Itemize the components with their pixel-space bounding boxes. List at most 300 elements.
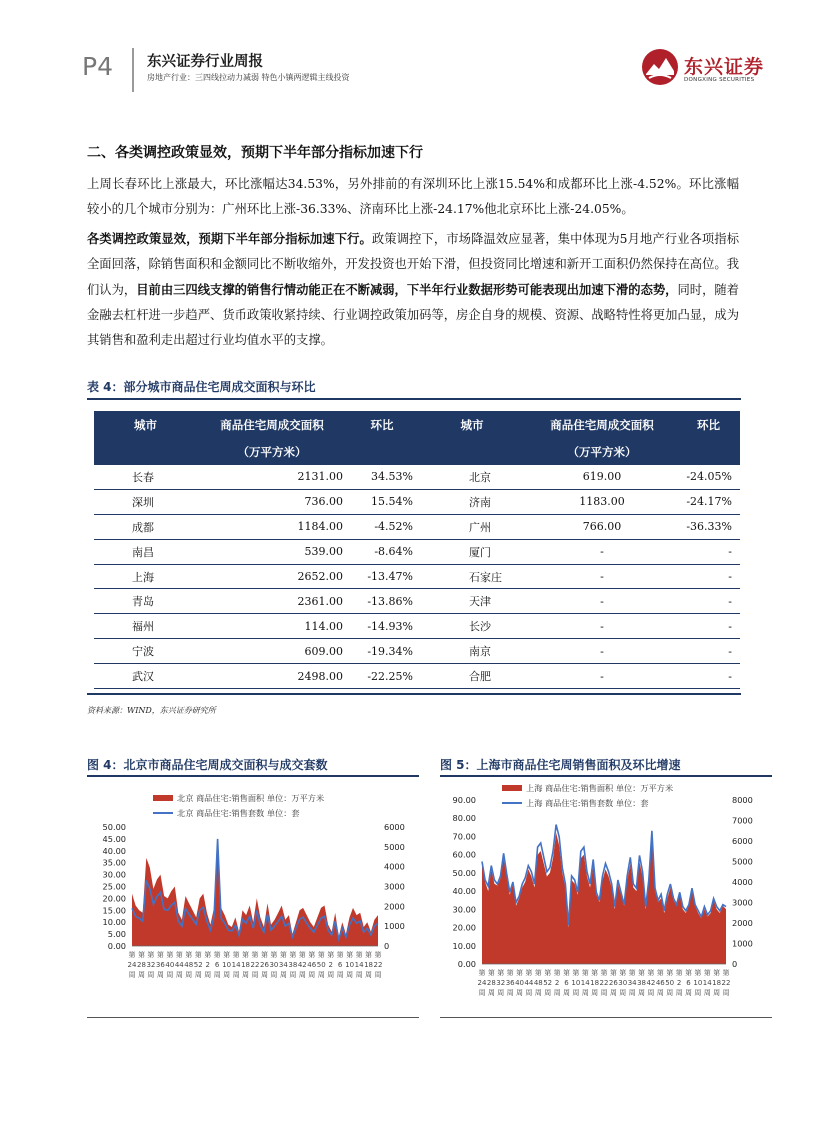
logo-english-name: DONGXING SECURITIES [684,77,755,83]
x-tick-label: 14 [354,961,364,969]
x-tick-prefix: 第 [516,969,524,977]
x-tick-prefix: 第 [694,969,702,977]
city-cell: 广州 [417,514,527,539]
area-cell: - [527,614,677,639]
y-left-tick-label: 10.00 [452,940,476,951]
logo-mark-icon [642,49,678,85]
x-tick-prefix: 第 [562,969,570,977]
table-caption: 表 4：部分城市商品住宅周成交面积与环比 [87,380,316,394]
header-city: 城市 [94,411,197,438]
x-tick-prefix: 第 [128,951,136,959]
area-cell: 1183.00 [527,489,677,514]
area-cell: 539.00 [197,539,347,564]
y-right-tick-label: 2000 [384,901,405,912]
y-left-tick-label: 40.00 [102,845,126,856]
x-tick-prefix: 第 [647,969,655,977]
paragraph-2-text-a: 政策调控下，市场降温效应显著，集中体现为5月地产行业各项指标全面回落，除销售面积和金额同比不断收缩外，开发投资也开始下滑，但投资同比增速和新开工面积仍然保持在高位。我们认为， [87,232,739,297]
logo-name: 东兴证券 [684,56,765,78]
y-right-tick-label: 1000 [732,938,753,949]
x-tick-label: 22 [250,961,260,969]
table-row [94,465,740,489]
change-cell: -36.33% [677,514,740,539]
x-tick-label: 50 [316,961,326,969]
x-tick-prefix: 第 [336,951,344,959]
area-cell: 766.00 [527,514,677,539]
x-tick-prefix: 第 [185,951,193,959]
x-tick-suffix: 周 [497,989,505,997]
change-cell: 15.54% [347,489,417,514]
city-cell: 北京 [417,465,527,489]
legend-line-label: 上海 商品住宅:销售套数 单位：套 [526,798,649,808]
city-cell: 宁波 [94,639,197,664]
x-tick-suffix: 周 [684,989,692,997]
x-tick-prefix: 第 [506,969,514,977]
x-tick-prefix: 第 [298,951,306,959]
x-tick-label: 46 [307,961,317,969]
table-row [94,664,740,689]
x-tick-suffix: 周 [628,989,636,997]
x-tick-suffix: 周 [327,971,335,979]
x-tick-suffix: 周 [525,989,533,997]
x-tick-prefix: 第 [223,951,231,959]
x-tick-prefix: 第 [638,969,646,977]
x-tick-label: 30 [269,961,279,969]
x-tick-prefix: 第 [478,969,486,977]
x-tick-suffix: 周 [562,989,570,997]
x-tick-suffix: 周 [194,971,202,979]
x-tick-suffix: 周 [232,971,240,979]
x-tick-suffix: 周 [308,971,316,979]
y-right-tick-label: 5000 [732,856,753,867]
x-tick-label: 36 [505,979,515,987]
x-tick-suffix: 周 [137,971,145,979]
x-tick-prefix: 第 [487,969,495,977]
x-tick-label: 48 [184,961,194,969]
y-right-tick-label: 6000 [384,822,405,832]
area-cell: - [527,639,677,664]
x-tick-prefix: 第 [684,969,692,977]
legend-area-label: 上海 商品住宅:销售面积 单位：万平方米 [526,783,674,793]
x-tick-suffix: 周 [355,971,363,979]
figure-5-bottom-rule [440,1017,772,1018]
table-row [94,489,740,514]
area-cell: 2131.00 [197,465,347,489]
legend-line-label: 北京 商品住宅:销售套数 单位：套 [177,808,300,818]
city-cell: 青岛 [94,589,197,614]
y-right-tick-label: 8000 [732,795,753,805]
change-cell: -8.64% [347,539,417,564]
x-tick-prefix: 第 [194,951,202,959]
x-tick-suffix: 周 [713,989,721,997]
table-row [94,589,740,614]
x-tick-label: 44 [174,961,184,969]
x-tick-prefix: 第 [289,951,297,959]
x-tick-label: 2 [554,979,560,987]
city-cell: 长沙 [417,614,527,639]
x-tick-suffix: 周 [656,989,664,997]
x-tick-label: 6 [214,961,220,969]
table-source-note: 资料来源：WIND，东兴证券研究所 [87,706,216,715]
y-right-tick-label: 2000 [732,918,753,928]
x-tick-label: 10 [693,979,703,987]
x-tick-label: 26 [608,979,618,987]
x-tick-label: 38 [637,979,646,987]
x-tick-suffix: 周 [128,971,136,979]
x-tick-prefix: 第 [572,969,580,977]
x-tick-label: 34 [278,961,288,969]
x-tick-suffix: 周 [242,971,250,979]
change-cell: -14.93% [347,614,417,639]
x-tick-suffix: 周 [703,989,711,997]
x-tick-prefix: 第 [591,969,599,977]
x-tick-suffix: 周 [346,971,354,979]
x-tick-prefix: 第 [175,951,183,959]
x-tick-suffix: 周 [156,971,164,979]
x-tick-prefix: 第 [346,951,354,959]
legend-area-swatch [502,785,522,791]
legend-area-label: 北京 商品住宅:销售面积 单位：万平方米 [177,793,325,803]
x-tick-label: 26 [260,961,269,969]
y-left-tick-label: 25.00 [102,881,126,892]
x-tick-prefix: 第 [327,951,335,959]
x-tick-label: 42 [646,979,656,987]
x-tick-label: 36 [155,961,165,969]
x-tick-prefix: 第 [308,951,316,959]
x-tick-label: 50 [665,979,675,987]
header-unit: （万平方米） [197,438,347,465]
x-tick-label: 24 [477,979,487,987]
legend-area-swatch [153,795,173,801]
y-right-tick-label: 4000 [384,861,405,872]
y-left-tick-label: 20.00 [102,893,126,904]
y-left-tick-label: 50.00 [452,867,476,878]
change-cell: - [677,564,740,589]
city-cell: 石家庄 [417,564,527,589]
x-tick-suffix: 周 [600,989,608,997]
table-row [94,639,740,664]
table-unit-row [94,438,740,465]
table-row [94,539,740,564]
city-cell: 济南 [417,489,527,514]
x-tick-suffix: 周 [175,971,183,979]
x-tick-prefix: 第 [525,969,533,977]
city-cell: 合肥 [417,664,527,689]
paragraph-1: 上周长春环比上涨最大，环比涨幅达34.53%，另外排前的有深圳环比上涨15.54%和成都环比上涨-4.52%。环比涨幅较小的几个城市分别为：广州环比上涨-36.33%、济南环比上涨-24.17%他北京环比上涨-24.05%。 [87,177,739,216]
y-left-tick-label: 45.00 [102,833,126,844]
x-tick-label: 18 [364,961,373,969]
area-cell: 114.00 [197,614,347,639]
x-tick-suffix: 周 [270,971,278,979]
x-tick-label: 28 [486,979,496,987]
x-tick-suffix: 周 [609,989,617,997]
city-cell: 天津 [417,589,527,614]
city-cell: 福州 [94,614,197,639]
change-cell: -24.17% [677,489,740,514]
x-tick-label: 18 [241,961,250,969]
x-tick-prefix: 第 [722,969,730,977]
x-tick-prefix: 第 [213,951,221,959]
x-tick-prefix: 第 [675,969,683,977]
y-left-tick-label: 5.00 [107,929,126,940]
y-right-tick-label: 7000 [732,815,753,826]
x-tick-prefix: 第 [544,969,552,977]
x-tick-label: 22 [599,979,609,987]
paragraph-2-bold-conclusion: 目前由三四线支撑的销售行情动能正在不断减弱，下半年行业数据形势可能表现出加速下滑的态势， [136,282,678,297]
x-tick-suffix: 周 [204,971,212,979]
x-tick-prefix: 第 [242,951,250,959]
x-tick-suffix: 周 [619,989,627,997]
x-tick-prefix: 第 [703,969,711,977]
table-top-rule [87,398,741,400]
x-tick-prefix: 第 [166,951,174,959]
figure-5-top-rule [440,775,772,777]
y-right-tick-label: 0 [384,941,390,951]
x-tick-suffix: 周 [251,971,259,979]
x-tick-prefix: 第 [609,969,617,977]
header-area-2: 商品住宅周成交面积 [527,411,677,438]
area-cell: - [527,589,677,614]
paragraph-2-text-b: 同时，随着金融去杠杆进一步趋严、货币政策收紧持续、行业调控政策加码等，房企自身的规模、资源、战略特性将更加凸显，成为其销售和盈利走出超过行业均值水平的支撑。 [87,283,739,347]
x-tick-prefix: 第 [232,951,240,959]
x-tick-suffix: 周 [553,989,561,997]
x-tick-label: 44 [524,979,534,987]
y-right-tick-label: 3000 [384,881,405,892]
x-tick-suffix: 周 [166,971,174,979]
x-tick-prefix: 第 [279,951,287,959]
change-cell: -13.47% [347,564,417,589]
x-tick-prefix: 第 [497,969,505,977]
x-tick-label: 34 [627,979,637,987]
x-tick-label: 2 [205,961,210,969]
header-change: 环比 [347,411,417,438]
x-tick-label: 38 [288,961,298,969]
x-tick-label: 6 [337,961,343,969]
x-tick-suffix: 周 [185,971,193,979]
header-divider [132,48,134,92]
x-tick-label: 10 [222,961,232,969]
area-cell: 1184.00 [197,514,347,539]
y-left-tick-label: 15.00 [102,905,126,916]
x-tick-label: 52 [193,961,203,969]
x-tick-label: 32 [146,961,156,969]
city-cell: 武汉 [94,664,197,689]
city-cell: 南京 [417,639,527,664]
x-tick-prefix: 第 [147,951,155,959]
change-cell: -22.25% [347,664,417,689]
x-tick-prefix: 第 [619,969,627,977]
page-number: P4 [82,52,113,81]
y-left-tick-label: 50.00 [102,822,126,832]
y-left-tick-label: 40.00 [452,886,476,897]
x-tick-suffix: 周 [506,989,514,997]
x-tick-label: 6 [564,979,569,987]
city-cell: 上海 [94,564,197,589]
x-tick-label: 18 [590,979,600,987]
change-cell: -19.34% [347,639,417,664]
x-tick-prefix: 第 [156,951,164,959]
x-tick-label: 30 [618,979,628,987]
x-tick-suffix: 周 [365,971,373,979]
header-change-2: 环比 [677,411,740,438]
x-tick-prefix: 第 [666,969,674,977]
x-tick-prefix: 第 [137,951,145,959]
change-cell: 34.53% [347,465,417,489]
y-right-tick-label: 1000 [384,921,405,932]
area-cell: 736.00 [197,489,347,514]
figure-5-caption: 图 5：上海市商品住宅周销售面积及环比增速 [440,758,681,772]
x-tick-label: 42 [297,961,307,969]
x-tick-label: 40 [165,961,175,969]
x-tick-suffix: 周 [260,971,268,979]
x-tick-label: 48 [533,979,543,987]
area-cell: 2498.00 [197,664,347,689]
y-left-tick-label: 30.00 [452,904,476,915]
x-tick-suffix: 周 [722,989,730,997]
area-cell: - [527,539,677,564]
x-tick-label: 14 [231,961,241,969]
y-left-tick-label: 80.00 [452,813,476,824]
x-tick-suffix: 周 [298,971,306,979]
city-cell: 长春 [94,465,197,489]
area-cell: 619.00 [527,465,677,489]
x-tick-prefix: 第 [656,969,664,977]
area-cell: 2652.00 [197,564,347,589]
x-tick-label: 2 [328,961,333,969]
x-tick-prefix: 第 [251,951,259,959]
x-tick-prefix: 第 [270,951,278,959]
x-tick-suffix: 周 [279,971,287,979]
x-tick-prefix: 第 [365,951,373,959]
x-tick-label: 22 [373,961,383,969]
x-tick-suffix: 周 [317,971,325,979]
y-left-tick-label: 10.00 [102,917,126,928]
x-tick-prefix: 第 [581,969,589,977]
change-cell: - [677,589,740,614]
table-row [94,514,740,539]
figure-4-bottom-rule [87,1017,419,1018]
y-left-tick-label: 0.00 [107,941,126,951]
paragraph-2-bold-lead: 各类调控政策显效，预期下半年部分指标加速下行。 [87,231,372,246]
x-tick-label: 10 [345,961,355,969]
x-tick-suffix: 周 [516,989,524,997]
change-cell: - [677,664,740,689]
figure-4-caption: 图 4：北京市商品住宅周成交面积与成交套数 [87,758,328,772]
x-tick-label: 22 [721,979,731,987]
x-tick-label: 24 [127,961,137,969]
x-tick-suffix: 周 [223,971,231,979]
section-heading: 二、各类调控政策显效，预期下半年部分指标加速下行 [87,145,423,161]
x-tick-suffix: 周 [666,989,674,997]
report-title: 东兴证券行业周报 [147,54,263,70]
x-tick-label: 14 [702,979,712,987]
y-right-tick-label: 0 [732,959,738,969]
x-tick-prefix: 第 [317,951,325,959]
area-cell: 2361.00 [197,589,347,614]
y-left-tick-label: 35.00 [102,857,126,868]
table-header-row [94,411,740,438]
header-unit-2: （万平方米） [527,438,677,465]
change-cell: - [677,639,740,664]
x-tick-prefix: 第 [355,951,363,959]
x-tick-suffix: 周 [487,989,495,997]
change-cell: -13.86% [347,589,417,614]
beijing-sales-chart [87,778,419,1016]
report-subtitle: 房地产行业：三四线拉动力减弱 特色小镇两逻辑主线投资 [147,73,350,82]
x-tick-label: 32 [496,979,506,987]
y-left-tick-label: 0.00 [457,959,476,969]
x-tick-label: 10 [571,979,581,987]
x-tick-prefix: 第 [374,951,382,959]
area-cell: - [527,564,677,589]
table-row [94,614,740,639]
y-left-tick-label: 70.00 [452,831,476,842]
y-left-tick-label: 60.00 [452,849,476,860]
x-tick-label: 40 [515,979,524,987]
change-cell: - [677,539,740,564]
x-tick-suffix: 周 [374,971,382,979]
y-left-tick-label: 90.00 [452,795,476,805]
city-cell: 厦门 [417,539,527,564]
table-row [94,564,740,589]
x-tick-suffix: 周 [213,971,221,979]
city-cell: 南昌 [94,539,197,564]
x-tick-label: 2 [676,979,682,987]
x-tick-label: 28 [137,961,146,969]
change-cell: - [677,614,740,639]
shanghai-sales-chart [440,778,772,1016]
x-tick-prefix: 第 [534,969,542,977]
x-tick-suffix: 周 [478,989,486,997]
x-tick-prefix: 第 [600,969,608,977]
header-area: 商品住宅周成交面积 [197,411,347,438]
y-right-tick-label: 4000 [732,877,753,887]
x-tick-suffix: 周 [289,971,297,979]
y-left-tick-label: 30.00 [102,869,126,880]
x-tick-label: 14 [580,979,590,987]
area-cell: - [527,664,677,689]
x-tick-prefix: 第 [713,969,721,977]
y-right-tick-label: 5000 [384,841,405,852]
x-tick-suffix: 周 [647,989,655,997]
header-city-2: 城市 [417,411,527,438]
x-tick-suffix: 周 [675,989,683,997]
y-right-tick-label: 3000 [732,897,753,908]
x-tick-suffix: 周 [694,989,702,997]
x-tick-label: 52 [543,979,553,987]
city-cell: 成都 [94,514,197,539]
x-tick-suffix: 周 [638,989,646,997]
x-tick-suffix: 周 [591,989,599,997]
x-tick-prefix: 第 [260,951,268,959]
x-tick-suffix: 周 [572,989,580,997]
figure-4-top-rule [87,775,419,777]
paragraph-2 [87,226,739,353]
x-tick-prefix: 第 [553,969,561,977]
y-left-tick-label: 20.00 [452,922,476,933]
y-right-tick-label: 6000 [732,836,753,846]
city-sales-table [94,411,740,689]
change-cell: -4.52% [347,514,417,539]
table-bottom-rule [87,693,741,695]
x-tick-label: 46 [655,979,665,987]
x-tick-suffix: 周 [544,989,552,997]
x-tick-label: 18 [712,979,722,987]
city-cell: 深圳 [94,489,197,514]
x-tick-suffix: 周 [147,971,155,979]
x-tick-suffix: 周 [534,989,542,997]
x-tick-prefix: 第 [628,969,636,977]
area-cell: 609.00 [197,639,347,664]
